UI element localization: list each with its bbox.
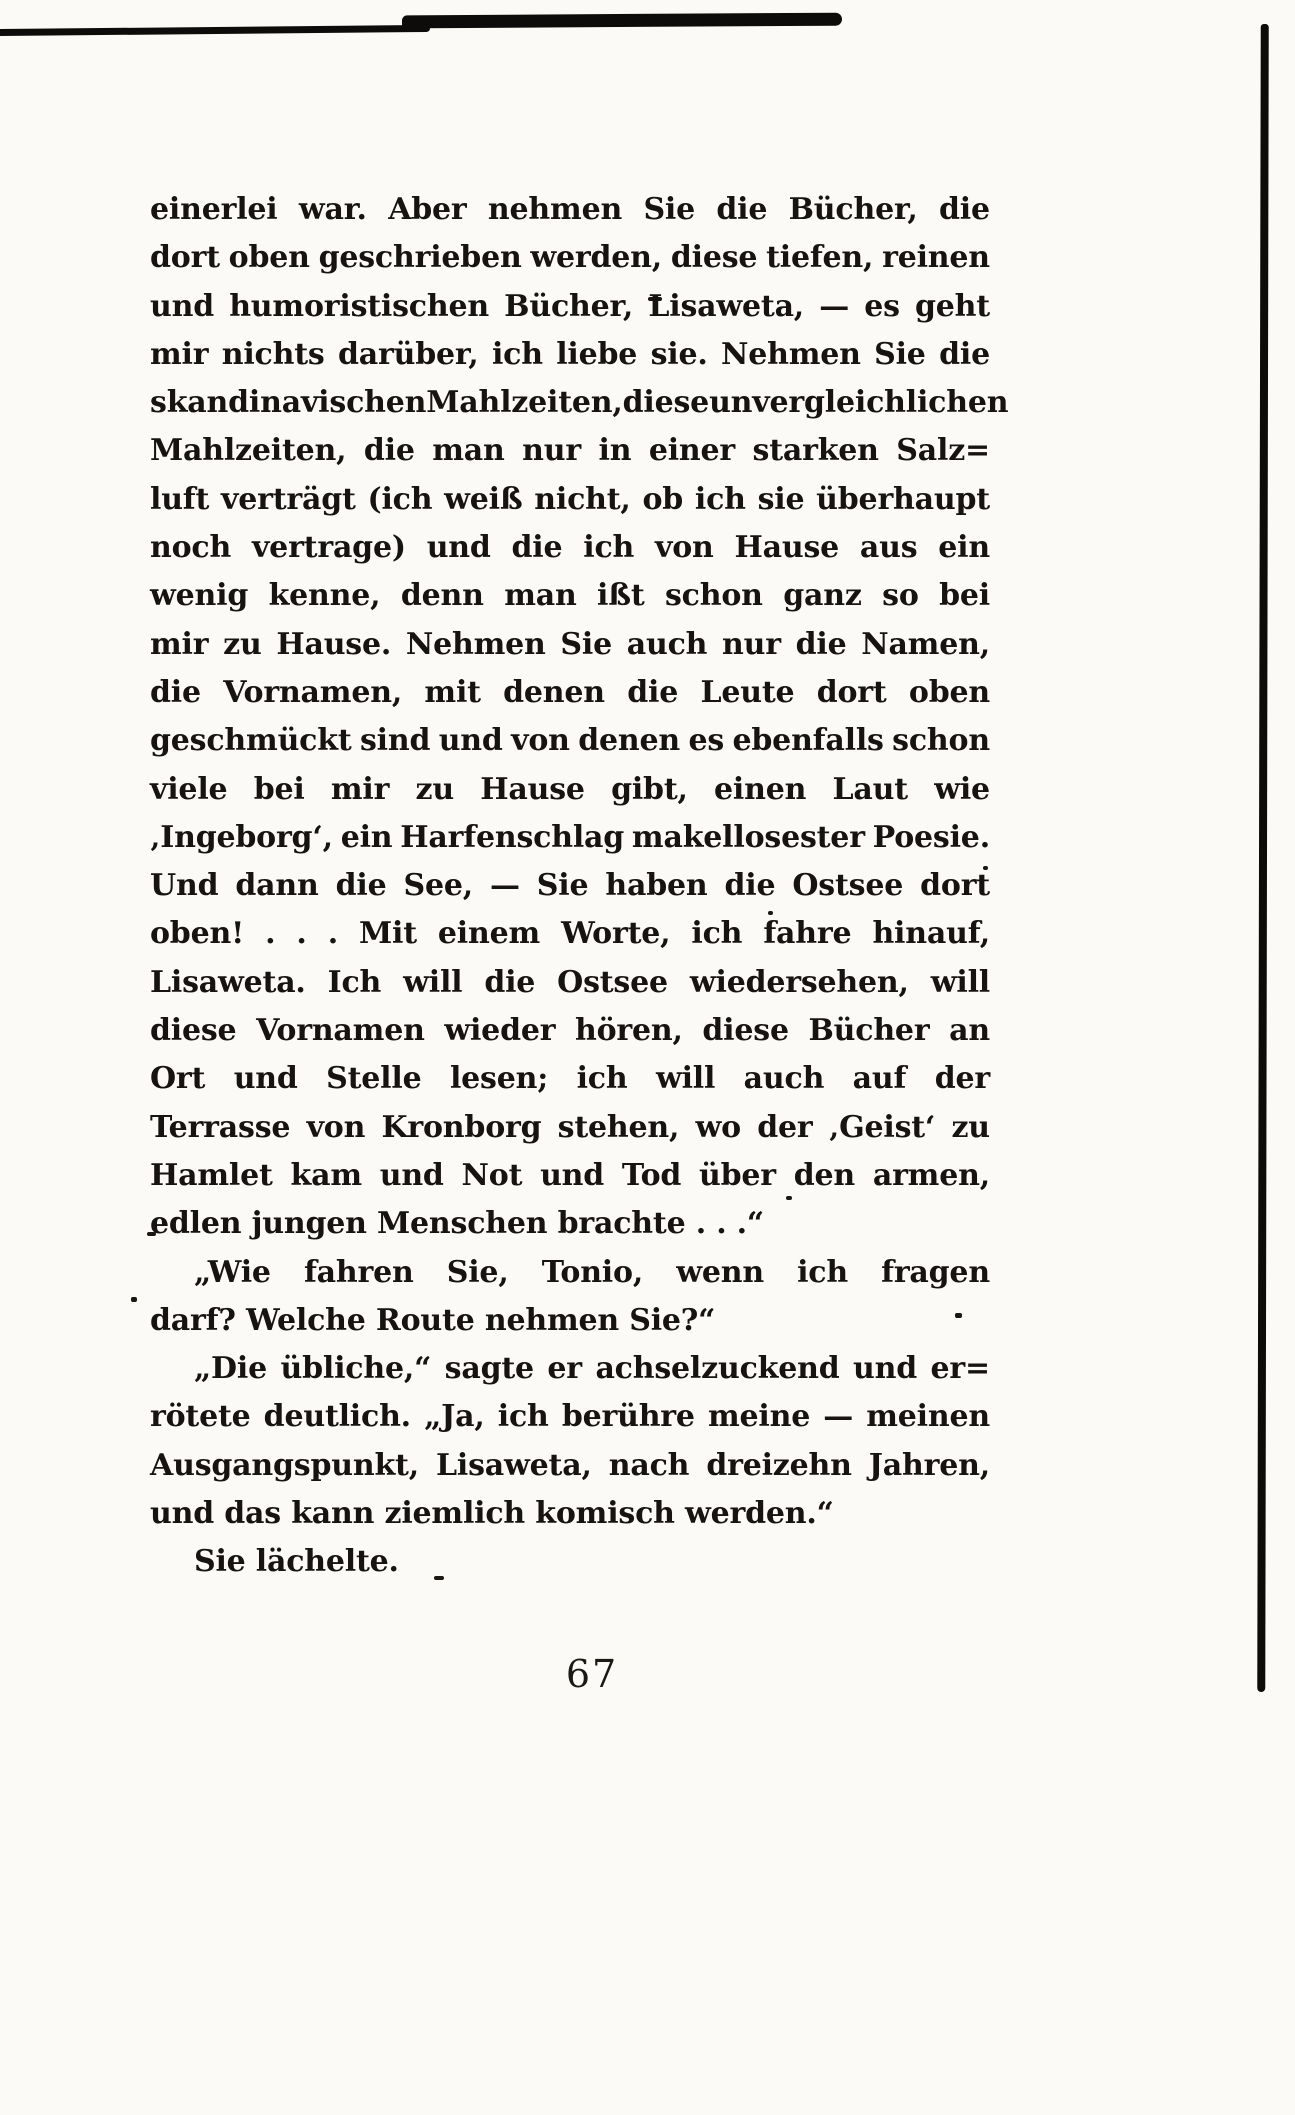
text-line: Terrasse von Kronborg stehen, wo der ‚Geist‘ zu <box>150 1109 990 1145</box>
text-line: wenig kenne, denn man ißt schon ganz so bei <box>150 578 990 614</box>
text-line: mir nichts darüber, ich liebe sie. Nehmen Sie die <box>150 336 990 372</box>
text-line: edlen jungen Menschen brachte . . .“ <box>150 1206 764 1242</box>
text-line: Sie lächelte. <box>194 1544 399 1580</box>
text-line: einerlei war. Aber nehmen Sie die Bücher, die <box>150 192 990 227</box>
text-line: skandinavischen Mahlzeiten, diese unvergleichlichen <box>150 385 1009 421</box>
text-line: Mahlzeiten, die man nur in einer starken Salz= <box>150 433 990 469</box>
text-line: luft verträgt (ich weiß nicht, ob ich sie überhaupt <box>150 481 990 517</box>
scan-artifact-top-edge-line <box>0 25 430 36</box>
text-line: ‚Ingeborg‘, ein Harfenschlag makellosester Poesie. <box>150 819 990 855</box>
text-line: geschmückt sind und von denen es ebenfalls schon <box>150 723 990 759</box>
text-line: und das kann ziemlich komisch werden.“ <box>150 1496 834 1532</box>
text-line: Hamlet kam und Not und Tod über den armen, <box>150 1157 990 1193</box>
text-line: diese Vornamen wieder hören, diese Bücher an <box>150 1013 990 1049</box>
text-line: „Die übliche,“ sagte er achselzuckend und er= <box>194 1351 990 1387</box>
text-line: „Wie fahren Sie, Tonio, wenn ich fragen <box>194 1254 990 1290</box>
text-line: Und dann die See, — Sie haben die Ostsee dort <box>150 868 990 904</box>
text-line: Ausgangspunkt, Lisaweta, nach dreizehn Jahren, <box>150 1447 990 1483</box>
text-line: darf? Welche Route nehmen Sie?“ <box>150 1302 716 1338</box>
text-line: die Vornamen, mit denen die Leute dort oben <box>150 674 990 710</box>
text-line: viele bei mir zu Hause gibt, einen Laut wie <box>150 771 990 807</box>
text-line: dort oben geschrieben werden, diese tiefen, reinen <box>150 240 990 276</box>
text-line: und humoristischen Bücher, Lisaweta, — es geht <box>150 288 990 324</box>
page-text <box>150 186 1009 1587</box>
text-line: rötete deutlich. „Ja, ich berühre meine — meinen <box>150 1399 990 1435</box>
text-line: Lisaweta. Ich will die Ostsee wiedersehen, will <box>150 964 990 1000</box>
text-line: mir zu Hause. Nehmen Sie auch nur die Namen, <box>150 626 990 662</box>
scan-artifact-right-edge-line <box>1257 24 1268 1692</box>
text-line: Ort und Stelle lesen; ich will auch auf der <box>150 1061 990 1097</box>
text-line: oben! . . . Mit einem Worte, ich fahre hinauf, <box>150 916 990 952</box>
ink-speck <box>131 1297 137 1302</box>
scan-artifact-top-edge-line-thick <box>402 13 842 29</box>
text-line: noch vertrage) und die ich von Hause aus ein <box>150 530 990 566</box>
page-number: 67 <box>565 1652 619 1696</box>
